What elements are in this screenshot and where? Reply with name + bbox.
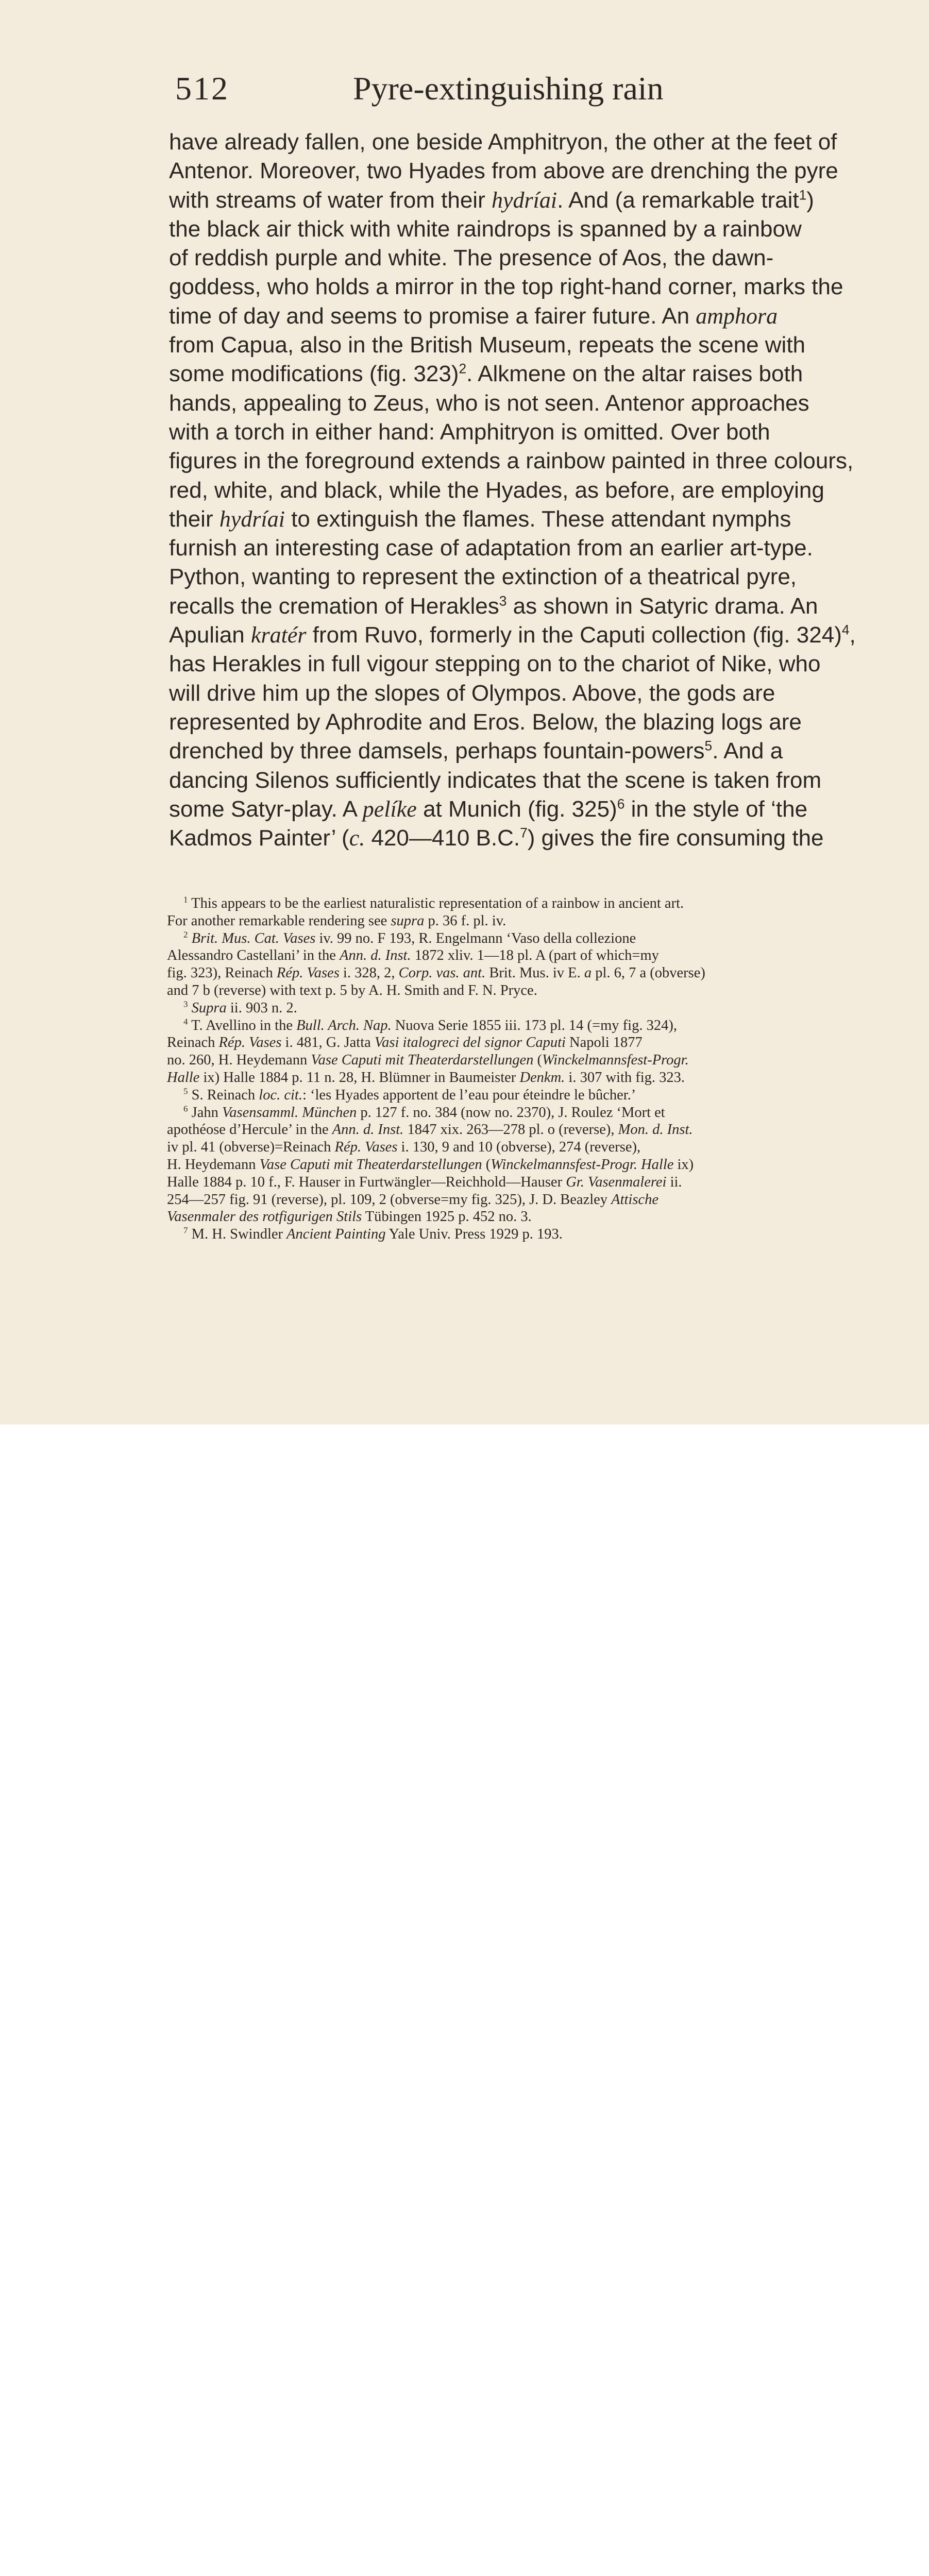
- text-run: recalls the cremation of Herakles: [169, 593, 499, 619]
- text-run: ix): [673, 1156, 694, 1173]
- body-line: [169, 592, 896, 621]
- footnote-ref: 3: [183, 999, 188, 1009]
- footnote-line: [167, 1017, 888, 1035]
- text-run: . And a: [712, 738, 783, 764]
- italic-text: Mon. d. Inst.: [618, 1122, 693, 1138]
- text-run: red, white, and black, while the Hyades, as before, are employing: [169, 477, 824, 503]
- text-run: from Ruvo, formerly in the Caputi collection (fig. 324): [306, 622, 842, 648]
- italic-text: Denkm.: [519, 1069, 565, 1086]
- italic-text: Ancient Painting: [286, 1226, 386, 1243]
- text-run: H. Heydemann: [167, 1156, 260, 1173]
- text-run: S. Reinach: [188, 1087, 259, 1103]
- footnote-ref: 1: [183, 894, 188, 905]
- text-run: 420—410 B.C.: [365, 825, 520, 851]
- body-line: [169, 244, 896, 273]
- italic-text: hydríai: [219, 506, 285, 532]
- italic-text: Vasi italogreci del signor Caputi: [374, 1035, 566, 1051]
- footnote-line: [167, 1156, 888, 1174]
- footnote-ref: 1: [799, 187, 807, 202]
- footnote-ref: 6: [617, 796, 625, 812]
- text-run: ix) Halle 1884 p. 11 n. 28, H. Blümner in Baumeister: [199, 1069, 520, 1086]
- footnote-line: [167, 1208, 888, 1226]
- italic-text: Rép. Vases: [218, 1035, 282, 1051]
- body-line: [169, 389, 896, 418]
- body-line: [169, 563, 896, 591]
- italic-text: amphora: [696, 303, 778, 329]
- text-run: Alessandro Castellani’ in the: [167, 947, 340, 964]
- text-run: ii. 903 n. 2.: [226, 999, 297, 1016]
- footnote-ref: 4: [841, 622, 850, 638]
- body-line: [169, 157, 896, 185]
- italic-text: Bull. Arch. Nap.: [296, 1017, 392, 1033]
- body-line: [169, 621, 896, 650]
- text-run: figures in the foreground extends a rainbow painted in three colours,: [169, 448, 854, 474]
- italic-text: supra: [391, 912, 425, 929]
- italic-text: Rép. Vases: [276, 965, 340, 981]
- text-run: as shown in Satyric drama. An: [506, 593, 818, 619]
- body-line: [169, 534, 896, 563]
- footnote-ref: 7: [520, 825, 528, 841]
- text-run: [188, 1000, 192, 1016]
- footnote-line: [167, 895, 888, 912]
- footnote-ref: 5: [704, 738, 713, 754]
- text-run: has Herakles in full vigour stepping on to the chariot of Nike, who: [169, 651, 821, 677]
- footnote-line: [167, 1226, 888, 1243]
- text-run: p. 127 f. no. 384 (now no. 2370), J. Roulez ‘Mort et: [357, 1104, 665, 1121]
- text-run: pl. 6, 7 a (obverse): [592, 965, 705, 981]
- body-line: [169, 215, 896, 244]
- italic-text: Halle: [167, 1069, 200, 1086]
- text-run: Antenor. Moreover, two Hyades from above are drenching the pyre: [169, 158, 838, 184]
- footnote-line: [167, 1104, 888, 1122]
- body-line: [169, 360, 896, 388]
- body-line: [169, 447, 896, 476]
- text-run: ,: [849, 622, 856, 648]
- footnote-line: [167, 999, 888, 1017]
- footnote-ref: 7: [183, 1225, 188, 1235]
- text-run: 1872 xliv. 1—18 pl. A (part of which=my: [411, 947, 659, 964]
- body-line: [169, 331, 896, 360]
- text-run: Brit. Mus. iv E.: [485, 965, 584, 981]
- text-run: Apulian: [169, 622, 251, 648]
- italic-text: loc. cit.: [259, 1087, 302, 1103]
- footnotes: [167, 895, 888, 1243]
- text-run: T. Avellino in the: [188, 1017, 297, 1033]
- text-run: at Munich (fig. 325): [416, 796, 617, 822]
- italic-text: a: [584, 965, 592, 981]
- text-run: dancing Silenos sufficiently indicates that the scene is taken from: [169, 767, 822, 793]
- text-run: Yale Univ. Press 1929 p. 193.: [385, 1226, 563, 1243]
- italic-text: Winckelmannsfest-Progr.: [542, 1052, 689, 1069]
- text-run: Halle 1884 p. 10 f., F. Hauser in Furtwängler—Reichhold—Hauser: [167, 1174, 566, 1190]
- text-run: i. 328, 2,: [339, 965, 399, 981]
- italic-text: Vasensamml. München: [222, 1104, 357, 1121]
- footnote-line: [167, 1121, 888, 1139]
- text-run: apothéose d’Hercule’ in the: [167, 1122, 332, 1138]
- text-run: have already fallen, one beside Amphitryon, the other at the feet of: [169, 129, 837, 155]
- body-text: [169, 128, 896, 853]
- text-run: iv. 99 no. F 193, R. Engelmann ‘Vaso della collezione: [315, 930, 636, 946]
- italic-text: Gr. Vasenmalerei: [566, 1174, 667, 1190]
- footnote-line: [167, 964, 888, 982]
- body-line: [169, 476, 896, 505]
- text-run: p. 36 f. pl. iv.: [424, 912, 506, 929]
- italic-text: Vasenmaler des rotfigurigen Stils: [167, 1209, 362, 1225]
- footer-bar: [0, 1425, 929, 1502]
- footnote-ref: 5: [183, 1086, 188, 1096]
- text-run: Nuova Serie 1855 iii. 173 pl. 14 (=my fig. 324),: [391, 1017, 677, 1033]
- text-run: 254—257 fig. 91 (reverse), pl. 109, 2 (obverse=my fig. 325), J. D. Beazley: [167, 1191, 612, 1208]
- body-line: [169, 795, 896, 824]
- italic-text: Brit. Mus. Cat. Vases: [191, 930, 316, 946]
- text-run: of reddish purple and white. The presence of Aos, the dawn-: [169, 245, 774, 271]
- italic-text: Attische: [611, 1191, 658, 1208]
- text-run: i. 481, G. Jatta: [281, 1035, 375, 1051]
- text-run: i. 307 with fig. 323.: [565, 1069, 685, 1086]
- footnote-line: [167, 1052, 888, 1069]
- text-run: fig. 323), Reinach: [167, 965, 277, 981]
- text-run: iv pl. 41 (obverse)=Reinach: [167, 1139, 335, 1156]
- text-run: Jahn: [188, 1104, 223, 1121]
- text-run: some modifications (fig. 323): [169, 361, 459, 387]
- text-run: (: [533, 1052, 542, 1069]
- footnote-line: [167, 930, 888, 947]
- italic-text: kratér: [251, 622, 307, 648]
- body-line: [169, 737, 896, 766]
- text-run: furnish an interesting case of adaptation from an earlier art-type.: [169, 535, 813, 561]
- text-run: the black air thick with white raindrops is spanned by a rainbow: [169, 216, 802, 242]
- text-run: 1847 xix. 263—278 pl. o (reverse),: [403, 1122, 618, 1138]
- footnote-ref: 2: [183, 929, 188, 940]
- body-line: [169, 302, 896, 331]
- footnote-ref: 4: [183, 1016, 188, 1027]
- footnote-ref: 6: [183, 1104, 188, 1114]
- text-run: some Satyr-play. A: [169, 796, 363, 822]
- text-run: represented by Aphrodite and Eros. Below, the blazing logs are: [169, 709, 802, 735]
- body-line: [169, 273, 896, 301]
- text-run: [188, 930, 192, 946]
- text-run: their: [169, 506, 219, 532]
- text-run: . And (a remarkable trait: [557, 187, 799, 213]
- text-run: no. 260, H. Heydemann: [167, 1052, 311, 1069]
- text-run: ii.: [666, 1174, 682, 1190]
- text-run: from Capua, also in the British Museum, repeats the scene with: [169, 332, 806, 358]
- text-run: M. H. Swindler: [188, 1226, 287, 1243]
- body-line: [169, 505, 896, 534]
- text-run: time of day and seems to promise a fairer future. An: [169, 303, 696, 329]
- body-line: [169, 708, 896, 737]
- footnote-line: [167, 1174, 888, 1191]
- italic-text: Vase Caputi mit Theaterdarstellungen: [311, 1052, 534, 1069]
- text-run: with a torch in either hand: Amphitryon is omitted. Over both: [169, 419, 770, 445]
- page-header: [175, 70, 716, 118]
- text-run: For another remarkable rendering see: [167, 912, 391, 929]
- text-run: (: [482, 1156, 491, 1173]
- body-line: [169, 186, 896, 215]
- text-run: goddess, who holds a mirror in the top right-hand corner, marks the: [169, 274, 843, 300]
- footnote-line: [167, 947, 888, 964]
- footnote-line: [167, 1069, 888, 1087]
- footnote-ref: 3: [499, 593, 507, 609]
- italic-text: Winckelmannsfest-Progr. Halle: [491, 1156, 674, 1173]
- footnote-ref: 2: [459, 361, 467, 377]
- italic-text: Vase Caputi mit Theaterdarstellungen: [259, 1156, 482, 1173]
- footnote-line: [167, 1191, 888, 1209]
- footnote-line: [167, 1087, 888, 1104]
- italic-text: Supra: [191, 999, 227, 1016]
- footnote-line: [167, 982, 888, 999]
- text-run: ): [806, 187, 814, 213]
- text-run: hands, appealing to Zeus, who is not seen. Antenor approaches: [169, 390, 809, 416]
- text-run: will drive him up the slopes of Olympos. Above, the gods are: [169, 680, 775, 706]
- italic-text: pelíke: [362, 796, 417, 822]
- body-line: [169, 650, 896, 679]
- page-number: 512: [175, 70, 229, 107]
- body-line: [169, 418, 896, 447]
- italic-text: Corp. vas. ant.: [398, 965, 486, 981]
- text-run: to extinguish the flames. These attendant nymphs: [284, 506, 791, 532]
- text-run: Python, wanting to represent the extinction of a theatrical pyre,: [169, 564, 797, 590]
- italic-text: Ann. d. Inst.: [340, 947, 411, 964]
- body-line: [169, 128, 896, 157]
- body-line: [169, 766, 896, 795]
- text-run: Reinach: [167, 1035, 219, 1051]
- italic-text: Ann. d. Inst.: [332, 1122, 404, 1138]
- text-run: i. 130, 9 and 10 (obverse), 274 (reverse),: [397, 1139, 641, 1156]
- text-run: : ‘les Hyades apportent de l’eau pour éteindre le bûcher.’: [302, 1087, 636, 1103]
- text-run: Kadmos Painter’ (: [169, 825, 349, 851]
- italic-text: hydríai: [491, 187, 558, 213]
- footnote-line: [167, 1139, 888, 1156]
- footnote-line: [167, 1034, 888, 1052]
- italic-text: Rép. Vases: [334, 1139, 398, 1156]
- text-run: . Alkmene on the altar raises both: [466, 361, 803, 387]
- italic-text: c.: [349, 825, 365, 851]
- text-run: ) gives the fire consuming the: [527, 825, 824, 851]
- body-line: [169, 679, 896, 708]
- text-run: Napoli 1877: [565, 1035, 643, 1051]
- running-title: Pyre-extinguishing rain: [353, 70, 664, 107]
- text-run: and 7 b (reverse) with text p. 5 by A. H. Smith and F. N. Pryce.: [167, 982, 537, 998]
- footnote-line: [167, 912, 888, 930]
- text-run: This appears to be the earliest naturalistic representation of a rainbow in ancient art.: [188, 895, 684, 911]
- text-run: drenched by three damsels, perhaps fountain-powers: [169, 738, 705, 764]
- text-run: with streams of water from their: [169, 187, 492, 213]
- text-run: Tübingen 1925 p. 452 no. 3.: [362, 1209, 532, 1225]
- text-run: in the style of ‘the: [624, 796, 808, 822]
- body-line: [169, 824, 896, 853]
